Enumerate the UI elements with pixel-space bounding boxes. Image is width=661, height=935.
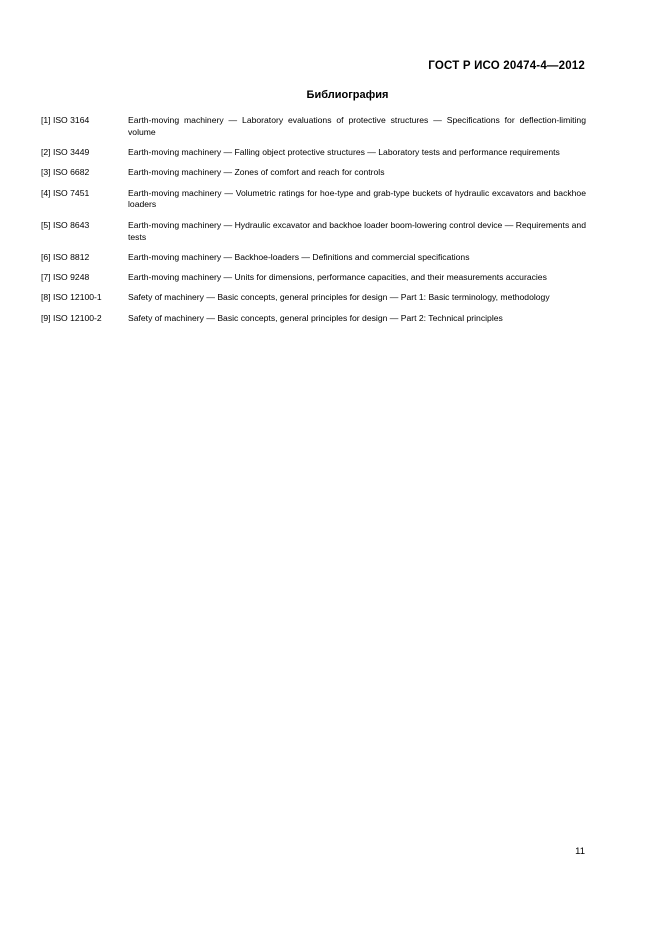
list-item [41,220,586,244]
bibliography-ref: [4] ISO 7451 [41,187,90,198]
bibliography-text: Earth-moving machinery — Falling object protective structures — Laboratory tests and performance requirements [128,147,560,158]
bibliography-ref: [3] ISO 6682 [41,167,90,178]
bibliography-text: Safety of machinery — Basic concepts, general principles for design — Part 1: Basic terminology, methodology [128,292,550,303]
bibliography-ref: [8] ISO 12100-1 [41,292,102,303]
bibliography-text: Earth-moving machinery — Laboratory evaluations of protective structures — Specifications for deflection-limiting volume [128,115,586,137]
section-title: Библиография [306,89,389,101]
list-item [41,115,586,139]
bibliography-text: Earth-moving machinery — Volumetric ratings for hoe-type and grab-type buckets of hydraulic excavators and backhoe loaders [128,187,586,210]
page-header-standard-id: ГОСТ Р ИСО 20474-4—2012 [428,60,585,72]
list-item [41,313,586,325]
list-item [41,147,586,159]
bibliography-text: Earth-moving machinery — Zones of comfort and reach for controls [128,167,385,178]
bibliography-list [41,115,586,333]
bibliography-ref: [5] ISO 8643 [41,219,90,230]
bibliography-text: Earth-moving machinery — Backhoe-loaders — Definitions and commercial specifications [128,251,470,262]
bibliography-text: Earth-moving machinery — Units for dimensions, performance capacities, and their measurements accuracies [128,272,547,283]
bibliography-ref: [7] ISO 9248 [41,272,90,283]
page-number: 11 [575,846,585,857]
list-item [41,167,586,179]
list-item [41,188,586,212]
bibliography-text: Earth-moving machinery — Hydraulic excavator and backhoe loader boom-lowering control device — Requirements and tests [128,219,586,242]
bibliography-ref: [9] ISO 12100-2 [41,312,102,323]
bibliography-ref: [2] ISO 3449 [41,147,90,158]
list-item [41,292,586,304]
list-item [41,252,586,264]
list-item [41,272,586,284]
bibliography-ref: [6] ISO 8812 [41,251,90,262]
bibliography-ref: [1] ISO 3164 [41,115,90,125]
bibliography-text: Safety of machinery — Basic concepts, general principles for design — Part 2: Technical principles [128,312,503,323]
